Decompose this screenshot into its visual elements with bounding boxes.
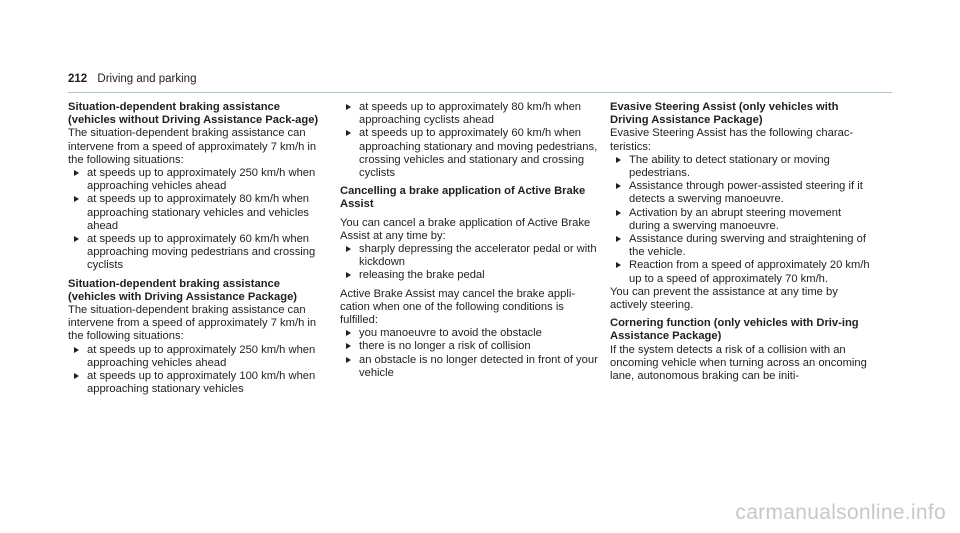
chapter-title: Driving and parking	[97, 73, 197, 85]
list-item: Activation by an abrupt steering movement during a swerving manoeuvre.	[610, 207, 872, 233]
section-heading: Cornering function (only vehicles with Driv-ing Assistance Package)	[610, 317, 859, 343]
column-3	[610, 101, 872, 383]
list-item: Assistance through power-assisted steering if it detects a swerving manoeuvre.	[610, 180, 872, 206]
bullet-list	[340, 243, 602, 283]
bullet-list	[68, 167, 330, 273]
section-heading: Situation-dependent braking assistance (vehicles without Driving Assistance Pack-age)	[68, 101, 319, 127]
paragraph: If the system detects a risk of a collision with an oncoming vehicle when turning across an oncoming lane, autonomous braking can be initi-	[610, 343, 867, 383]
section-heading: Evasive Steering Assist (only vehicles with Driving Assistance Package)	[610, 101, 839, 127]
list-item: Assistance during swerving and straightening of the vehicle.	[610, 233, 872, 259]
section-heading: Situation-dependent braking assistance (vehicles with Driving Assistance Package)	[68, 277, 298, 303]
list-item: at speeds up to approximately 250 km/h when approaching vehicles ahead	[68, 344, 330, 370]
bullet-list	[610, 154, 872, 286]
list-item: at speeds up to approximately 80 km/h when approaching cyclists ahead	[340, 101, 602, 127]
section-heading: Cancelling a brake application of Active Brake Assist	[340, 185, 586, 211]
section-intro: The situation-dependent braking assistance can intervene from a speed of approximately 7 km/h in the following situations:	[68, 304, 317, 343]
column-2	[340, 101, 602, 380]
section-intro: The situation-dependent braking assistance can intervene from a speed of approximately 7 km/h in the following situations:	[68, 127, 317, 166]
list-item: an obstacle is no longer detected in front of your vehicle	[340, 354, 602, 380]
list-item: at speeds up to approximately 60 km/h when approaching moving pedestrians and crossing cyclists	[68, 233, 330, 273]
list-item: releasing the brake pedal	[340, 269, 602, 282]
list-item: The ability to detect stationary or moving pedestrians.	[610, 154, 872, 180]
bullet-list	[340, 327, 602, 380]
list-item: at speeds up to approximately 250 km/h when approaching vehicles ahead	[68, 167, 330, 193]
section-intro: Evasive Steering Assist has the following charac-teristics:	[610, 127, 854, 153]
list-item: at speeds up to approximately 60 km/h when approaching stationary and moving pedestrians, crossing vehicles and stationary and crossing cyclists	[340, 127, 602, 180]
header-rule	[68, 92, 892, 93]
watermark-text: carmanualsonline.info	[735, 501, 946, 524]
page-number: 212	[68, 73, 88, 85]
paragraph: You can prevent the assistance at any time by actively steering.	[610, 285, 838, 312]
list-item: Reaction from a speed of approximately 20 km/h up to a speed of approximately 70 km/h.	[610, 259, 872, 285]
list-item: there is no longer a risk of collision	[340, 340, 602, 353]
paragraph: Active Brake Assist may cancel the brake appli-cation when one of the following conditions is fulfilled:	[340, 287, 576, 327]
list-item: at speeds up to approximately 100 km/h when approaching stationary vehicles	[68, 370, 330, 396]
list-item: you manoeuvre to avoid the obstacle	[340, 327, 602, 340]
bullet-list	[68, 344, 330, 397]
column-1	[68, 101, 330, 396]
section-intro: You can cancel a brake application of Active Brake Assist at any time by:	[340, 216, 591, 242]
page-header	[68, 73, 196, 85]
list-item: sharply depressing the accelerator pedal or with kickdown	[340, 243, 602, 269]
bullet-list	[340, 101, 602, 180]
list-item: at speeds up to approximately 80 km/h when approaching stationary vehicles and vehicles ahead	[68, 193, 330, 233]
